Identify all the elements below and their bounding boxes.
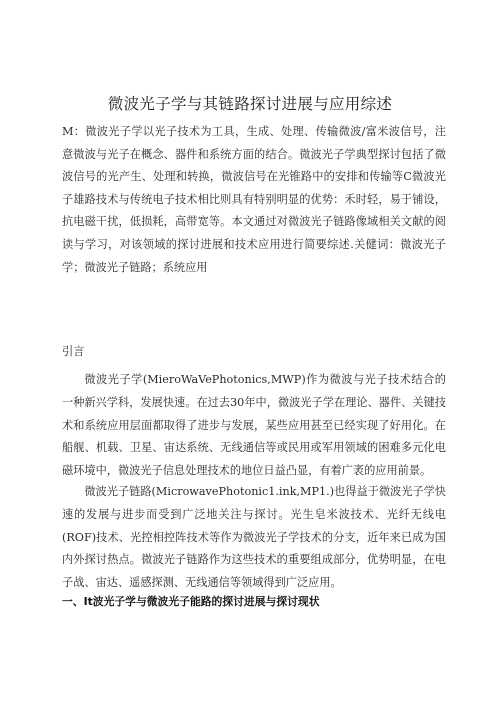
abstract-block (62, 121, 446, 279)
section-heading-1: 一、It波光子学与微波光子能路的探讨进展与探讨现状 (62, 595, 320, 608)
intro-heading: 引言 (62, 345, 85, 358)
intro-paragraph-1: 微波光子学(MieroWaVePhotonics,MWP)作为微波与光子技术结合的一种新兴学科，发展快速。在过去30年中，微波光子学在理论、器件、关键技术和系统应用层面都取得了进步与发展，某些应用甚至已经实现了好用化。在船舰、机载、卫星、宙达系统、无线通信等或民用或军用领域的困难多元化电磁环境中，微波光子信息处理技术的地位日益凸显，有着广袤的应用前景。 (62, 373, 446, 478)
intro-paragraph-2: 微波光子链路(MicrowavePhotonic1.ink,MP1.)也得益于微波光子学快速的发展与进步而受到广泛地关注与探讨。光生皂米波技术、光纤无线电(ROF)技术、光控相控阵技术等作为微波光子学技术的分支，近年来已成为国内外探讨热点。微波光子链路作为这些技术的重要组成部分，优势明显，在电子战、宙达、遥感探测、无线通信等领域得到广泛应用。 (62, 485, 446, 590)
document-title: 微波光子学与其链路探讨进展与应用综述 (107, 95, 393, 113)
abstract-text: M：微波光子学以光子技术为工具，生成、处理、传输微波/富米波信号，注意微波与光子在概念、器件和系统方面的结合。微波光子学典型探讨包括了微波信号的光产生、处理和转换，微波信号在光锥路中的安排和传输等C微波光子雄路技术与传统电子技术相比则具有特别明显的优势：禾时轻，易于铺设，抗电磁干扰，低损耗，高带宽等。本文通过对微波光子链路像域相关文献的阅读与学习，对该领域的探讨进展和技术应用进行简要综述.关健词：微波光子学；微波光子链路；系统应用 (62, 125, 446, 274)
intro-paragraph-block-1 (62, 369, 446, 483)
intro-paragraph-block-2 (62, 481, 446, 595)
